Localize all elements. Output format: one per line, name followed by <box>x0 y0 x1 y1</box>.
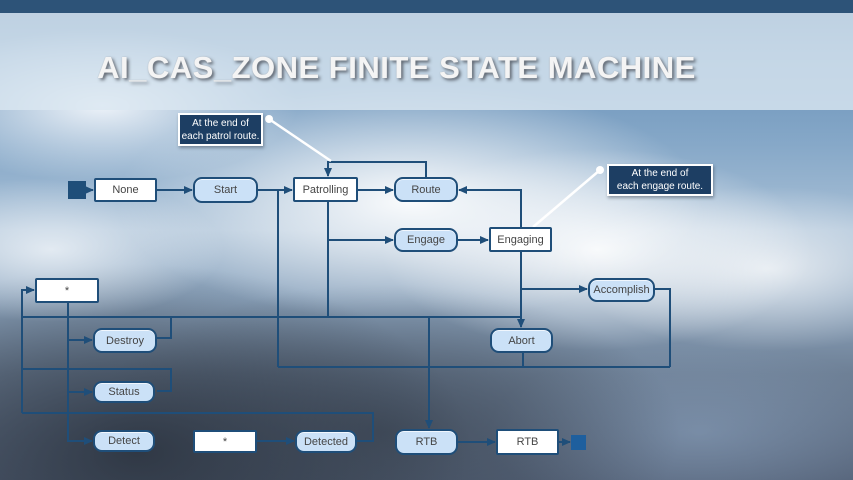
callout-engage-leader-line <box>533 170 600 227</box>
node-label: Detect <box>108 435 140 447</box>
edge-accomplish-bus-hook <box>655 289 670 367</box>
state-node-any-wildcard <box>35 278 99 303</box>
node-label: Status <box>108 386 140 398</box>
state-node-rtb <box>496 429 559 455</box>
node-label: * <box>64 284 70 297</box>
callout-text-line: each patrol route. <box>181 130 260 142</box>
node-label: Abort <box>508 334 535 347</box>
initial-state-icon <box>68 181 86 199</box>
edge-engaging-route <box>459 190 521 227</box>
callout-engage-leader-dot <box>596 166 604 174</box>
node-label: Engage <box>407 234 445 246</box>
edge-return-into-any <box>22 290 34 413</box>
node-label: Route <box>411 183 441 196</box>
node-label: Engaging <box>497 233 544 246</box>
node-label: None <box>112 184 139 196</box>
node-label: Detected <box>303 435 349 448</box>
callout-patrol-leader-dot <box>265 115 273 123</box>
callout-patrol-leader-line <box>269 119 331 161</box>
callout-patrol-route <box>178 113 263 146</box>
event-node-detect <box>93 430 155 452</box>
edge-any-detect <box>68 303 92 441</box>
event-node-rtb <box>395 429 458 455</box>
event-node-accomplish <box>588 278 655 302</box>
callout-engage-route <box>607 164 713 196</box>
event-node-abort <box>490 328 553 353</box>
edge-destroy-return-hook <box>157 317 171 338</box>
callout-text-line: each engage route. <box>616 181 704 192</box>
state-node-none <box>94 178 157 202</box>
event-node-engage <box>394 228 458 252</box>
callout-text-line: At the end of <box>631 168 689 179</box>
event-node-route <box>394 177 458 202</box>
node-label: Accomplish <box>593 284 650 296</box>
callout-text-line: At the end of <box>192 117 249 129</box>
event-node-detected <box>295 430 357 453</box>
node-label: * <box>222 435 228 448</box>
node-label: Start <box>213 184 238 196</box>
node-label: RTB <box>516 436 539 448</box>
node-label: RTB <box>415 436 438 448</box>
final-state-icon <box>571 435 586 450</box>
event-node-destroy <box>93 328 157 353</box>
event-node-start <box>193 177 258 203</box>
edge-route-patrolling-loop <box>328 162 426 177</box>
state-node-any-wildcard-2 <box>193 430 257 453</box>
node-label: Destroy <box>106 334 144 347</box>
node-label: Patrolling <box>302 183 349 196</box>
event-node-status <box>93 381 155 403</box>
state-node-engaging <box>489 227 552 252</box>
slide-title: AI_CAS_ZONE FINITE STATE MACHINE <box>97 50 696 85</box>
state-node-patrolling <box>293 177 358 202</box>
